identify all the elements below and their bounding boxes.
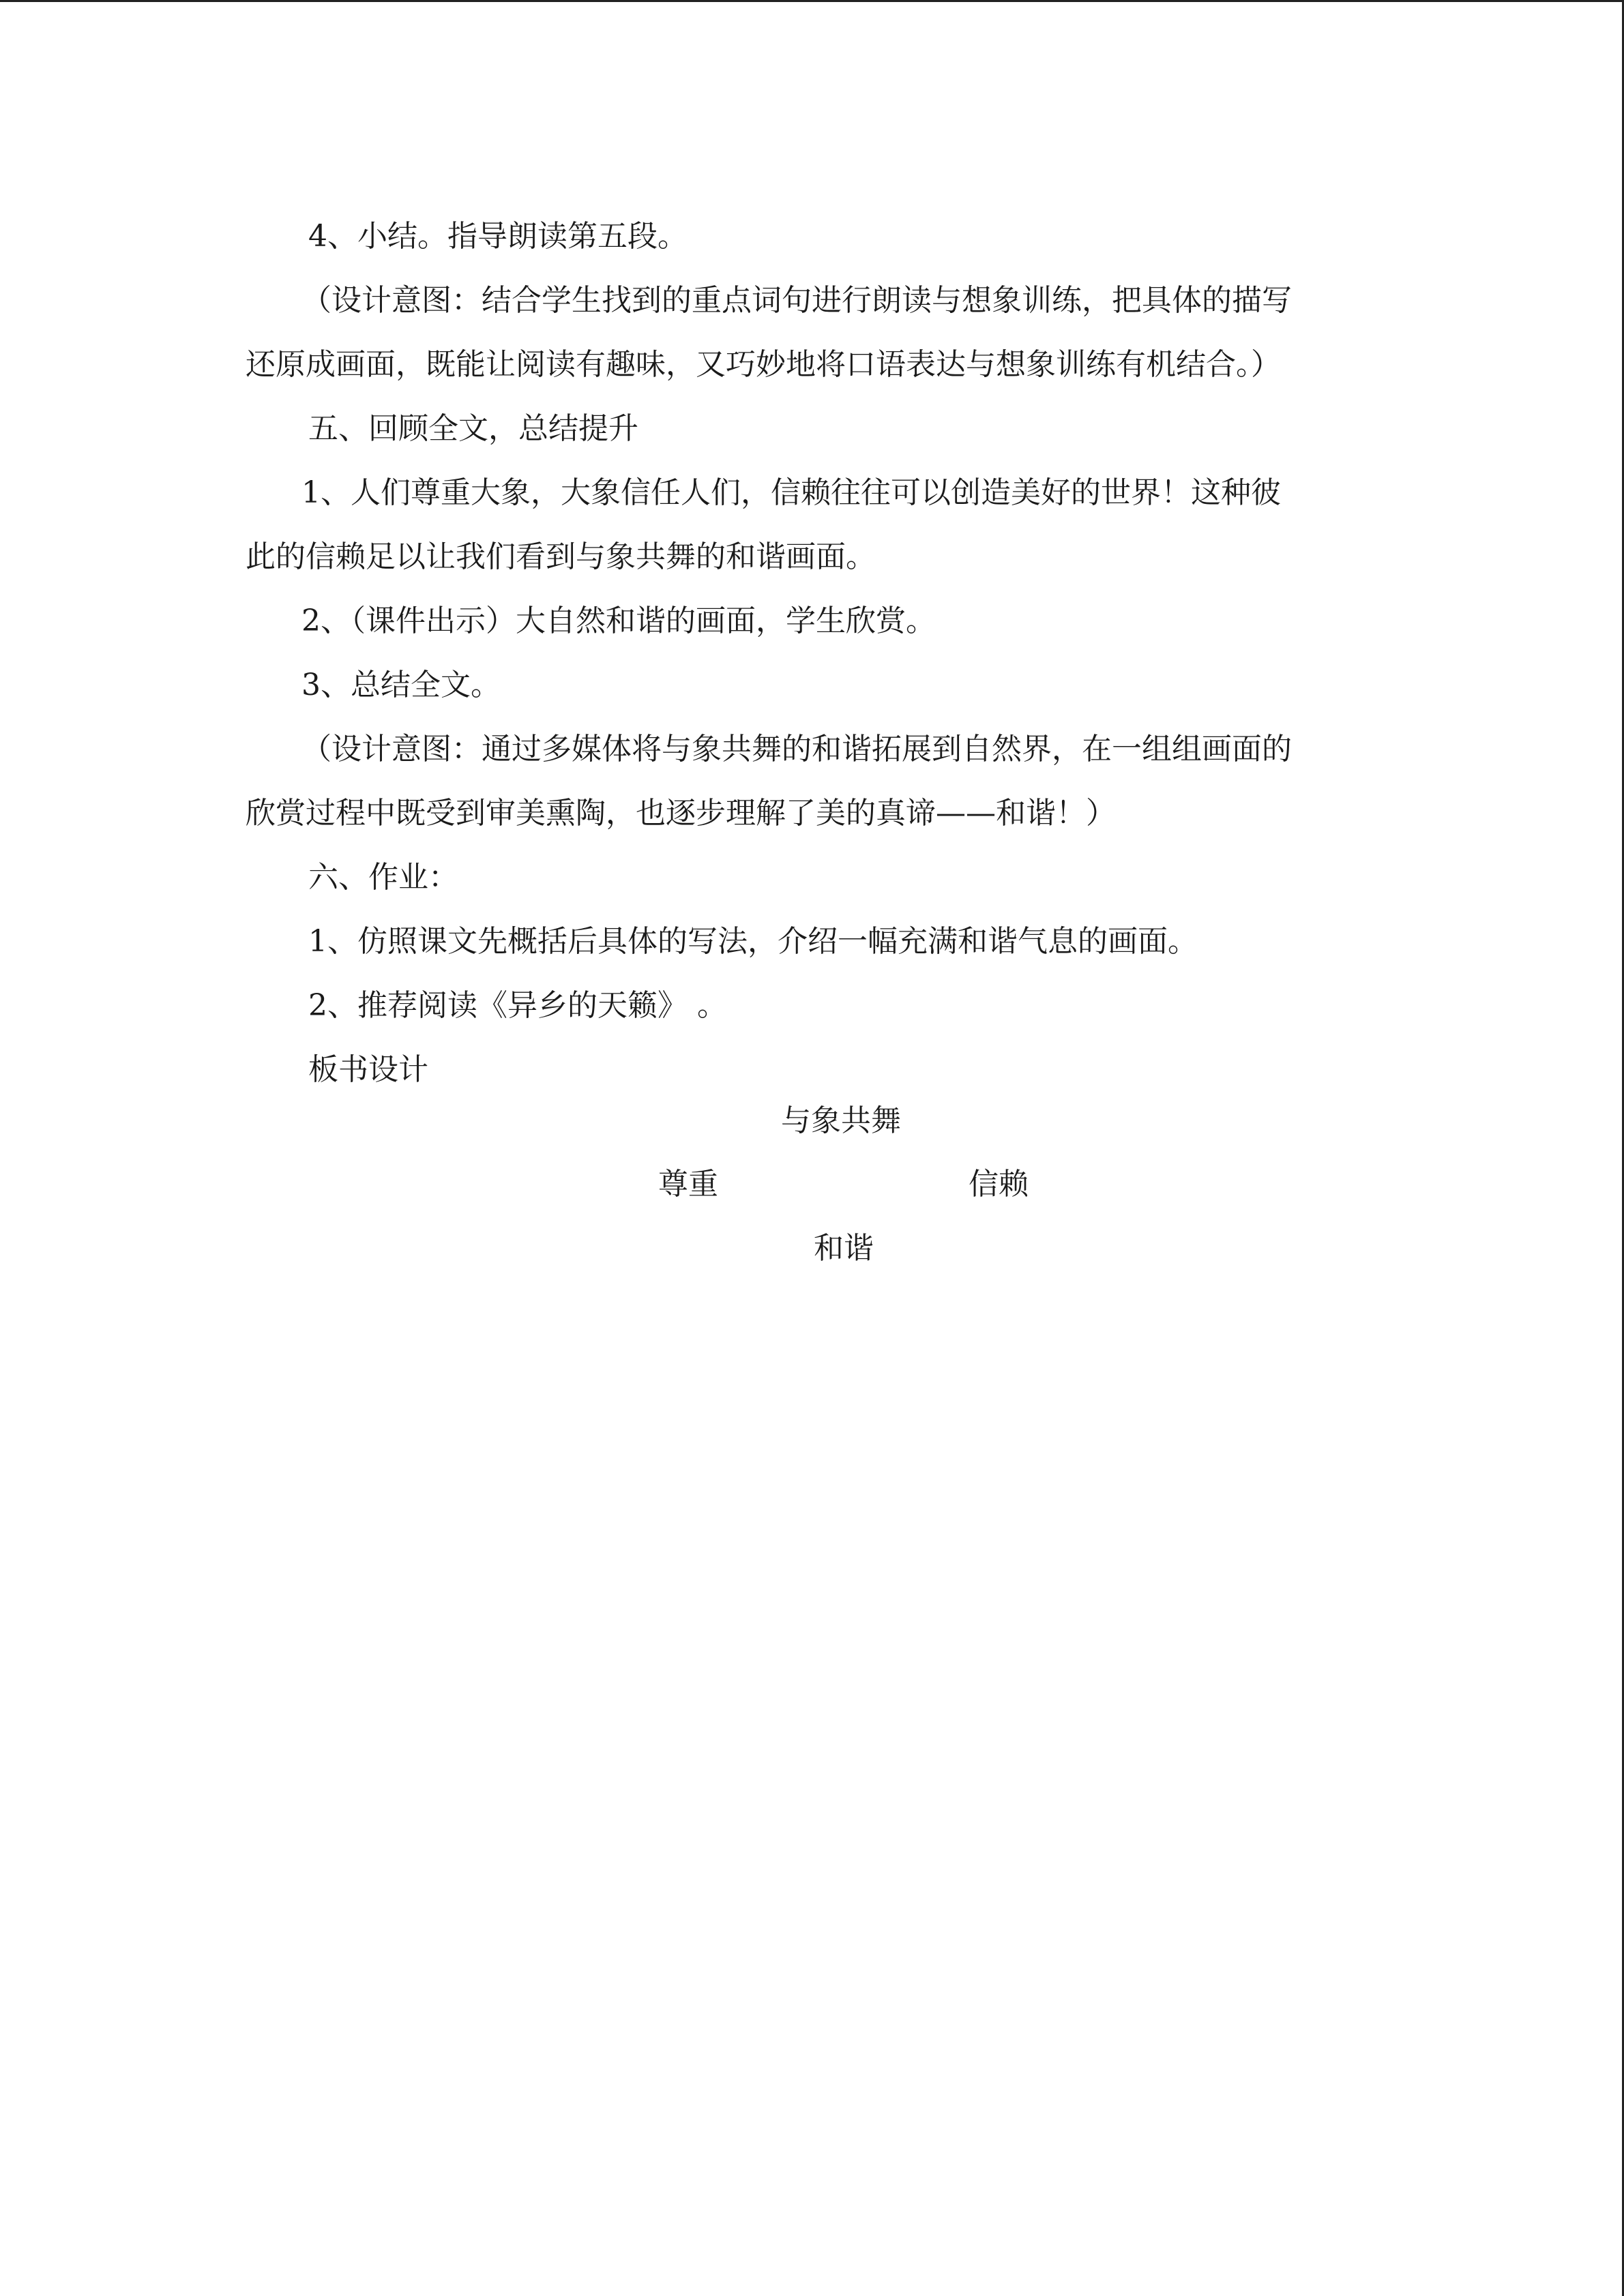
page-border-top bbox=[0, 0, 1624, 2]
paragraph-design-intent-2: （设计意图：通过多媒体将与象共舞的和谐拓展到自然界，在一组组画面的 bbox=[301, 732, 1292, 766]
paragraph-homework-2: 2、推荐阅读《异乡的天籁》 。 bbox=[308, 988, 727, 1023]
board-bottom-term: 和谐 bbox=[814, 1231, 874, 1266]
section-heading-review: 五、回顾全文，总结提升 bbox=[308, 411, 638, 446]
board-title: 与象共舞 bbox=[781, 1103, 901, 1138]
paragraph-review-1: 1、人们尊重大象，大象信任人们，信赖往往可以创造美好的世界！这种彼 bbox=[301, 475, 1281, 510]
board-left-term: 尊重 bbox=[658, 1167, 718, 1202]
paragraph-design-intent-2-cont: 欣赏过程中既受到审美熏陶，也逐步理解了美的真谛——和谐！） bbox=[246, 796, 1116, 831]
paragraph-summary-step: 4、小结。指导朗读第五段。 bbox=[308, 219, 688, 254]
paragraph-review-2: 2、（课件出示）大自然和谐的画面，学生欣赏。 bbox=[301, 603, 936, 638]
board-right-term: 信赖 bbox=[969, 1167, 1029, 1202]
paragraph-homework-1: 1、仿照课文先概括后具体的写法，介绍一幅充满和谐气息的画面。 bbox=[308, 924, 1198, 959]
section-heading-board-design: 板书设计 bbox=[308, 1052, 428, 1087]
section-heading-homework: 六、作业： bbox=[308, 860, 458, 895]
paragraph-design-intent-1-cont: 还原成画面，既能让阅读有趣味，又巧妙地将口语表达与想象训练有机结合。） bbox=[246, 347, 1281, 382]
paragraph-review-3: 3、总结全文。 bbox=[301, 668, 501, 702]
paragraph-design-intent-1: （设计意图：结合学生找到的重点词句进行朗读与想象训练，把具体的描写 bbox=[301, 283, 1292, 318]
paragraph-review-1-cont: 此的信赖足以让我们看到与象共舞的和谐画面。 bbox=[246, 539, 876, 574]
